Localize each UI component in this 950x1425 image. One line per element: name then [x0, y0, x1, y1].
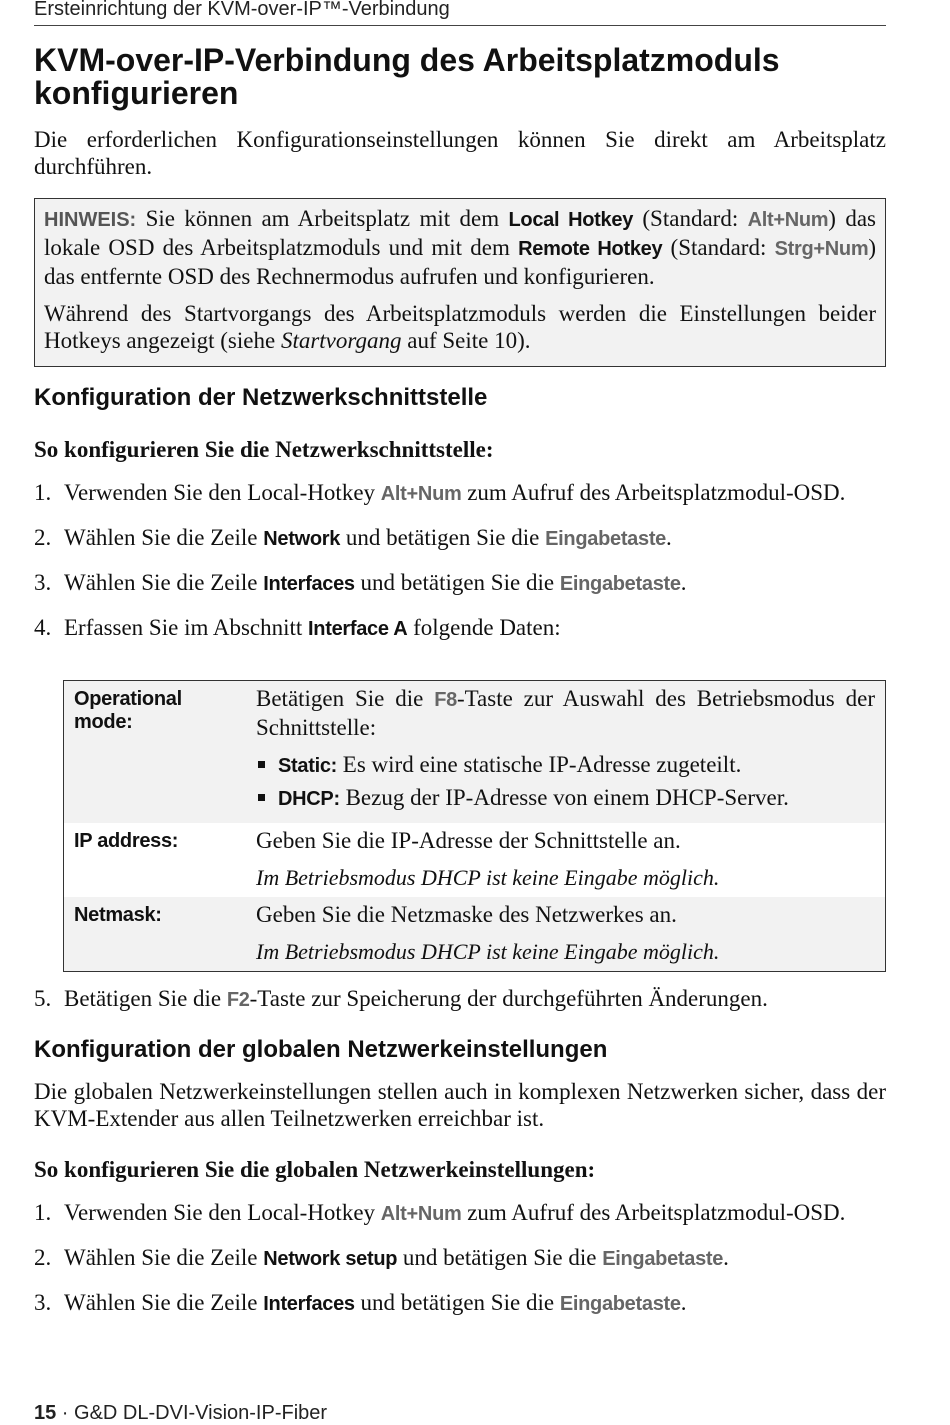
key-label: Eingabetaste: [559, 573, 681, 595]
menu-item-label: Interfaces: [263, 1293, 355, 1315]
step-text: Verwenden Sie den Local-Hotkey: [64, 1200, 381, 1225]
bullet-icon: [258, 794, 265, 801]
step-text: zum Aufruf des Arbeitsplatzmodul-OSD.: [461, 480, 846, 505]
step-text: -Taste zur Speicherung der durchgeführten Änderungen.: [249, 986, 768, 1011]
intro-paragraph: Die erforderlichen Konfigurationseinstellungen können Sie direkt am Arbeitsplatz durchführen.: [34, 127, 886, 179]
remote-hotkey-term: Remote Hotkey: [518, 238, 663, 260]
option-label: DHCP:: [278, 788, 340, 810]
menu-item-label: Interfaces: [263, 573, 355, 595]
table-row: [64, 823, 886, 897]
menu-item-label: Network setup: [263, 1248, 398, 1270]
field-description: [246, 897, 886, 972]
text-span: Betätigen Sie die: [256, 686, 435, 711]
step-text: Wählen Sie die Zeile: [64, 1290, 264, 1315]
settings-table: [63, 680, 886, 972]
field-name: Operational mode:: [64, 681, 247, 824]
page-number: 15: [34, 1402, 57, 1424]
key-label: F8: [434, 689, 457, 711]
field-description: [246, 823, 886, 897]
field-description: [246, 681, 886, 824]
step-number: 4.: [34, 615, 52, 640]
list-item: [34, 1244, 886, 1273]
note-box: [34, 198, 886, 367]
steps-list-interface-final: [34, 985, 886, 1014]
step-text: Wählen Sie die Zeile: [64, 1245, 264, 1270]
list-item: [34, 985, 886, 1014]
step-text: Betätigen Sie die: [64, 986, 227, 1011]
step-text: zum Aufruf des Arbeitsplatzmodul-OSD.: [461, 1200, 846, 1225]
option-text: Bezug der IP-Adresse von einem DHCP-Server.: [339, 785, 789, 810]
running-head: Ersteinrichtung der KVM-over-IP™-Verbindung: [34, 0, 886, 26]
step-number: 2.: [34, 525, 52, 550]
local-hotkey-term: Local Hotkey: [508, 209, 634, 231]
step-text: .: [680, 1290, 687, 1315]
key-label: Eingabetaste: [602, 1248, 724, 1270]
step-text: und betätigen Sie die: [340, 525, 546, 550]
option-text: Es wird eine statische IP-Adresse zugeteilt.: [337, 752, 742, 777]
step-number: 2.: [34, 1245, 52, 1270]
table-row: [64, 681, 886, 824]
note-text: Während des Startvorgangs des Arbeitsplatzmoduls werden die Einstellungen beider Hotkeys angezeigt (siehe: [44, 301, 876, 353]
section-heading-global: Konfiguration der globalen Netzwerkeinstellungen: [34, 1036, 608, 1063]
step-text: .: [680, 570, 687, 595]
note-paragraph-1: [44, 205, 876, 290]
key-label: F2: [226, 989, 250, 1011]
step-number: 3.: [34, 570, 52, 595]
note-text: ) das entfernte OSD des Rechnermodus aufrufen und konfigurieren.: [44, 235, 876, 289]
remote-hotkey-default: Strg+Num: [774, 238, 869, 260]
list-item: [34, 569, 886, 598]
step-text: und betätigen Sie die: [397, 1245, 603, 1270]
option-list: [256, 751, 875, 813]
description-note: Im Betriebsmodus DHCP ist keine Eingabe möglich.: [256, 939, 720, 964]
description-text: [256, 685, 875, 741]
procedure-heading-interface: So konfigurieren Sie die Netzwerkschnittstelle:: [34, 437, 494, 462]
note-text: Sie können am Arbeitsplatz mit dem: [136, 206, 509, 231]
global-intro-paragraph: Die globalen Netzwerkeinstellungen stellen auch in komplexen Netzwerken sicher, dass der KVM-Extender aus allen Teilnetzwerken erreichbar ist.: [34, 1079, 886, 1131]
cross-reference: Startvorgang: [280, 328, 402, 353]
step-text: Wählen Sie die Zeile: [64, 570, 264, 595]
step-text: folgende Daten:: [407, 615, 561, 640]
list-item: [256, 751, 875, 780]
key-label: Eingabetaste: [559, 1293, 681, 1315]
step-number: 5.: [34, 986, 52, 1011]
step-number: 1.: [34, 1200, 52, 1225]
page-title: KVM-over-IP-Verbindung des Arbeitsplatzmoduls konfigurieren: [34, 42, 780, 111]
product-name: G&D DL-DVI-Vision-IP-Fiber: [74, 1402, 328, 1424]
step-text: .: [723, 1245, 729, 1270]
note-text: auf Seite 10).: [401, 328, 531, 353]
local-hotkey-default: Alt+Num: [747, 209, 829, 231]
note-label: HINWEIS:: [44, 209, 137, 231]
description-note: Im Betriebsmodus DHCP ist keine Eingabe möglich.: [256, 865, 720, 890]
note-text: (Standard:: [662, 235, 775, 260]
step-text: und betätigen Sie die: [354, 1290, 560, 1315]
key-label: Eingabetaste: [545, 528, 667, 550]
table-row: [64, 897, 886, 972]
field-name: Netmask:: [64, 897, 247, 972]
note-text: ) das lokale OSD des Arbeitsplatzmoduls und mit dem: [44, 206, 876, 260]
list-item: [34, 1289, 886, 1318]
list-item: [256, 784, 875, 813]
list-item: [34, 479, 886, 508]
menu-item-label: Network: [263, 528, 341, 550]
note-text: (Standard:: [633, 206, 748, 231]
steps-list-interface: [34, 479, 886, 643]
step-text: Verwenden Sie den Local-Hotkey: [64, 480, 381, 505]
step-text: Wählen Sie die Zeile: [64, 525, 264, 550]
description-text: Geben Sie die Netzmaske des Netzwerkes an.: [256, 902, 677, 927]
description-text: Geben Sie die IP-Adresse der Schnittstelle an.: [256, 828, 681, 853]
hotkey-label: Alt+Num: [380, 1203, 462, 1225]
section-label: Interface A: [308, 618, 408, 640]
step-number: 3.: [34, 1290, 52, 1315]
step-text: und betätigen Sie die: [354, 570, 560, 595]
bullet-icon: [258, 761, 265, 768]
steps-list-global: [34, 1199, 886, 1318]
option-label: Static:: [278, 755, 338, 777]
footer-separator: ·: [56, 1402, 75, 1424]
step-text: .: [666, 525, 672, 550]
text-span: -Taste zur Auswahl des Betriebsmodus der Schnittstelle:: [256, 686, 875, 740]
list-item: [34, 614, 886, 643]
list-item: [34, 1199, 886, 1228]
field-name: IP address:: [74, 830, 179, 852]
hotkey-label: Alt+Num: [380, 483, 462, 505]
section-heading-interface: Konfiguration der Netzwerkschnittstelle: [34, 384, 488, 411]
step-number: 1.: [34, 480, 52, 505]
list-item: [34, 524, 886, 553]
step-text: Erfassen Sie im Abschnitt: [64, 615, 309, 640]
note-paragraph-2: [44, 300, 876, 354]
page-footer: [34, 1402, 327, 1425]
procedure-heading-global: So konfigurieren Sie die globalen Netzwerkeinstellungen:: [34, 1157, 596, 1182]
